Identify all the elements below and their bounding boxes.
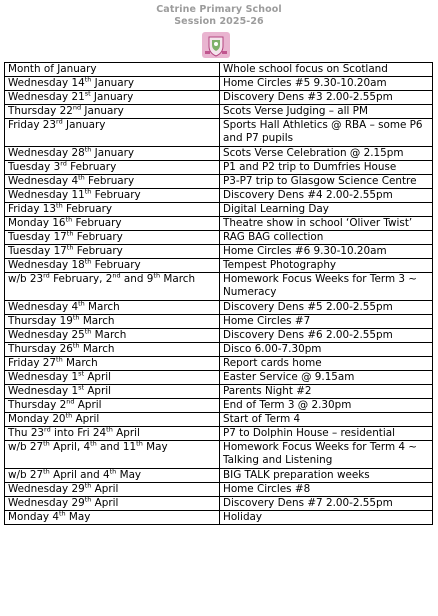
date-text: April and 4 bbox=[49, 469, 110, 481]
date-cell bbox=[5, 217, 220, 231]
date-cell bbox=[5, 371, 220, 385]
date-text: February bbox=[91, 189, 141, 201]
date-text: April bbox=[84, 385, 112, 397]
date-text: March bbox=[84, 301, 120, 313]
event-cell: P1 and P2 trip to Dumfries House bbox=[220, 161, 433, 175]
ordinal-suffix: th bbox=[43, 468, 50, 476]
date-text: Wednesday 29 bbox=[8, 497, 85, 509]
table-row bbox=[5, 483, 433, 497]
date-cell bbox=[5, 497, 220, 511]
ordinal-suffix: th bbox=[78, 174, 85, 182]
event-cell: Home Circles #6 9.30-10.20am bbox=[220, 245, 433, 259]
ordinal-suffix: th bbox=[84, 496, 92, 504]
date-text: April bbox=[72, 413, 100, 425]
date-cell bbox=[5, 483, 220, 497]
ordinal-suffix: th bbox=[84, 76, 92, 84]
date-text: March bbox=[79, 315, 115, 327]
date-cell bbox=[5, 469, 220, 483]
date-text: January bbox=[91, 147, 135, 159]
date-text: and 9 bbox=[120, 273, 154, 285]
table-row bbox=[5, 161, 433, 175]
table-row bbox=[5, 413, 433, 427]
table-row bbox=[5, 175, 433, 189]
table-row bbox=[5, 329, 433, 343]
date-text: May bbox=[142, 441, 168, 453]
calendar-table bbox=[4, 62, 433, 525]
date-text: Friday 27 bbox=[8, 357, 57, 369]
ordinal-suffix: th bbox=[58, 510, 66, 518]
date-text: Friday 13 bbox=[8, 203, 57, 215]
table-row bbox=[5, 119, 433, 147]
date-cell bbox=[5, 105, 220, 119]
event-cell: Scots Verse Judging – all PM bbox=[220, 105, 433, 119]
date-text: March bbox=[62, 357, 98, 369]
ordinal-suffix: th bbox=[90, 440, 97, 448]
event-cell: Sports Hall Athletics @ RBA – some P6 and P7 pupils bbox=[220, 119, 433, 147]
date-cell bbox=[5, 441, 220, 469]
ordinal-suffix: th bbox=[56, 356, 63, 364]
date-text: Wednesday 25 bbox=[8, 329, 85, 341]
date-text: February bbox=[84, 175, 135, 187]
date-cell bbox=[5, 161, 220, 175]
date-cell bbox=[5, 315, 220, 329]
event-cell: Homework Focus Weeks for Term 4 ~ Talking and Listening bbox=[220, 441, 433, 469]
date-text: February bbox=[91, 259, 141, 271]
table-row bbox=[5, 259, 433, 273]
date-cell bbox=[5, 413, 220, 427]
date-text: February, 2 bbox=[49, 273, 113, 285]
ordinal-suffix: th bbox=[72, 342, 80, 350]
date-text: February bbox=[73, 231, 123, 243]
table-row bbox=[5, 203, 433, 217]
date-text: March bbox=[79, 343, 115, 355]
date-cell bbox=[5, 301, 220, 315]
date-text: Wednesday 4 bbox=[8, 175, 79, 187]
ordinal-suffix: nd bbox=[66, 398, 75, 406]
date-text: Wednesday 1 bbox=[8, 385, 79, 397]
table-row bbox=[5, 427, 433, 441]
date-cell bbox=[5, 119, 220, 147]
table-row bbox=[5, 343, 433, 357]
date-text: Wednesday 4 bbox=[8, 301, 79, 313]
event-cell: Theatre show in school ‘Oliver Twist’ bbox=[220, 217, 433, 231]
table-row bbox=[5, 469, 433, 483]
table-row bbox=[5, 147, 433, 161]
ordinal-suffix: th bbox=[65, 412, 73, 420]
date-text: Wednesday 1 bbox=[8, 371, 79, 383]
table-row bbox=[5, 105, 433, 119]
date-text: Thursday 26 bbox=[8, 343, 73, 355]
date-text: w/b 23 bbox=[8, 273, 44, 285]
ordinal-suffix: th bbox=[72, 314, 80, 322]
date-text: February bbox=[62, 203, 113, 215]
table-row bbox=[5, 315, 433, 329]
date-text: March bbox=[160, 273, 196, 285]
date-cell bbox=[5, 273, 220, 301]
date-text: April bbox=[112, 427, 140, 439]
event-cell: Home Circles #8 bbox=[220, 483, 433, 497]
ordinal-suffix: th bbox=[153, 272, 161, 280]
event-cell: BIG TALK preparation weeks bbox=[220, 469, 433, 483]
date-text: into Fri 24 bbox=[50, 427, 107, 439]
event-cell: Parents Night #2 bbox=[220, 385, 433, 399]
event-cell: Scots Verse Celebration @ 2.15pm bbox=[220, 147, 433, 161]
table-row bbox=[5, 357, 433, 371]
date-text: February bbox=[66, 161, 117, 173]
date-cell bbox=[5, 63, 220, 77]
date-text: Wednesday 28 bbox=[8, 147, 85, 159]
event-cell: P3-P7 trip to Glasgow Science Centre bbox=[220, 175, 433, 189]
date-text: February bbox=[72, 217, 122, 229]
date-cell bbox=[5, 259, 220, 273]
event-cell: Holiday bbox=[220, 511, 433, 525]
table-row bbox=[5, 497, 433, 511]
ordinal-suffix: th bbox=[84, 188, 92, 196]
ordinal-suffix: th bbox=[78, 300, 85, 308]
date-text: w/b 27 bbox=[8, 469, 44, 481]
ordinal-suffix: th bbox=[84, 328, 92, 336]
ordinal-suffix: rd bbox=[60, 160, 67, 168]
date-cell bbox=[5, 231, 220, 245]
event-cell: Discovery Dens #3 2.00-2.55pm bbox=[220, 91, 433, 105]
ordinal-suffix: th bbox=[66, 230, 74, 238]
date-cell bbox=[5, 329, 220, 343]
date-cell bbox=[5, 427, 220, 441]
date-text: January bbox=[62, 119, 106, 131]
event-cell: Homework Focus Weeks for Term 3 ~ Numeracy bbox=[220, 273, 433, 301]
ordinal-suffix: rd bbox=[44, 426, 51, 434]
table-row bbox=[5, 217, 433, 231]
ordinal-suffix: st bbox=[78, 384, 85, 392]
ordinal-suffix: rd bbox=[43, 272, 50, 280]
date-text: March bbox=[91, 329, 127, 341]
date-cell bbox=[5, 385, 220, 399]
table-row bbox=[5, 301, 433, 315]
event-cell: Start of Term 4 bbox=[220, 413, 433, 427]
date-text: and 11 bbox=[96, 441, 137, 453]
date-text: April bbox=[91, 483, 119, 495]
date-cell bbox=[5, 175, 220, 189]
table-row bbox=[5, 91, 433, 105]
ordinal-suffix: th bbox=[56, 202, 63, 210]
event-cell: Disco 6.00-7.30pm bbox=[220, 343, 433, 357]
table-row bbox=[5, 189, 433, 203]
date-cell bbox=[5, 77, 220, 91]
table-row bbox=[5, 511, 433, 525]
date-cell bbox=[5, 189, 220, 203]
ordinal-suffix: nd bbox=[112, 272, 121, 280]
event-cell: Discovery Dens #4 2.00-2.55pm bbox=[220, 189, 433, 203]
ordinal-suffix: st bbox=[78, 370, 85, 378]
session-label: Session 2025-26 bbox=[174, 16, 264, 27]
event-cell: P7 to Dolphin House – residential bbox=[220, 427, 433, 441]
school-crest-logo-icon bbox=[201, 31, 231, 59]
ordinal-suffix: rd bbox=[56, 118, 63, 126]
date-text: April bbox=[74, 399, 102, 411]
date-text: April, 4 bbox=[49, 441, 91, 453]
table-row bbox=[5, 63, 433, 77]
date-text: Wednesday 21 bbox=[8, 91, 85, 103]
ordinal-suffix: th bbox=[84, 146, 92, 154]
date-cell bbox=[5, 343, 220, 357]
date-text: April bbox=[91, 497, 119, 509]
table-row bbox=[5, 231, 433, 245]
date-text: January bbox=[90, 91, 134, 103]
date-text: w/b 27 bbox=[8, 441, 44, 453]
event-cell: Discovery Dens #5 2.00-2.55pm bbox=[220, 301, 433, 315]
event-cell: Report cards home bbox=[220, 357, 433, 371]
ordinal-suffix: th bbox=[66, 244, 74, 252]
date-cell bbox=[5, 245, 220, 259]
date-text: February bbox=[73, 245, 123, 257]
date-text: Monday 4 bbox=[8, 511, 59, 523]
date-cell bbox=[5, 203, 220, 217]
ordinal-suffix: th bbox=[109, 468, 117, 476]
table-row bbox=[5, 441, 433, 469]
date-text: Tuesday 17 bbox=[8, 231, 67, 243]
event-cell: Home Circles #5 9.30-10.20am bbox=[220, 77, 433, 91]
ordinal-suffix: th bbox=[65, 216, 73, 224]
event-cell: Digital Learning Day bbox=[220, 203, 433, 217]
event-cell: End of Term 3 @ 2.30pm bbox=[220, 399, 433, 413]
event-cell: Discovery Dens #6 2.00-2.55pm bbox=[220, 329, 433, 343]
ordinal-suffix: th bbox=[106, 426, 113, 434]
date-text: April bbox=[84, 371, 112, 383]
table-row bbox=[5, 77, 433, 91]
event-cell: Tempest Photography bbox=[220, 259, 433, 273]
date-text: Thursday 19 bbox=[8, 315, 73, 327]
event-cell: Discovery Dens #7 2.00-2.55pm bbox=[220, 497, 433, 511]
date-text: Monday 20 bbox=[8, 413, 66, 425]
table-row bbox=[5, 245, 433, 259]
date-text: Wednesday 14 bbox=[8, 77, 85, 89]
date-text: May bbox=[116, 469, 142, 481]
date-cell bbox=[5, 357, 220, 371]
school-name: Catrine Primary School bbox=[156, 4, 282, 15]
date-cell bbox=[5, 399, 220, 413]
date-text: Thursday 22 bbox=[8, 105, 73, 117]
date-text: Thu 23 bbox=[8, 427, 45, 439]
event-cell: Easter Service @ 9.15am bbox=[220, 371, 433, 385]
date-cell bbox=[5, 91, 220, 105]
date-text: Wednesday 11 bbox=[8, 189, 85, 201]
ordinal-suffix: th bbox=[84, 258, 92, 266]
ordinal-suffix: th bbox=[84, 482, 92, 490]
date-text: Friday 23 bbox=[8, 119, 57, 131]
ordinal-suffix: st bbox=[84, 90, 91, 98]
event-cell: Whole school focus on Scotland bbox=[220, 63, 433, 77]
date-text: Thursday 2 bbox=[8, 399, 67, 411]
date-text: Wednesday 18 bbox=[8, 259, 85, 271]
event-cell: RAG BAG collection bbox=[220, 231, 433, 245]
event-cell: Home Circles #7 bbox=[220, 315, 433, 329]
date-text: Month of January bbox=[8, 63, 97, 75]
date-cell bbox=[5, 511, 220, 525]
date-cell bbox=[5, 147, 220, 161]
ordinal-suffix: th bbox=[43, 440, 50, 448]
date-text: May bbox=[65, 511, 91, 523]
ordinal-suffix: th bbox=[136, 440, 143, 448]
date-text: January bbox=[81, 105, 124, 117]
date-text: Monday 16 bbox=[8, 217, 66, 229]
date-text: Tuesday 17 bbox=[8, 245, 67, 257]
date-text: Tuesday 3 bbox=[8, 161, 61, 173]
ordinal-suffix: nd bbox=[72, 104, 82, 112]
table-row bbox=[5, 399, 433, 413]
table-row bbox=[5, 273, 433, 301]
date-text: Wednesday 29 bbox=[8, 483, 85, 495]
table-row bbox=[5, 371, 433, 385]
table-row bbox=[5, 385, 433, 399]
date-text: January bbox=[91, 77, 135, 89]
